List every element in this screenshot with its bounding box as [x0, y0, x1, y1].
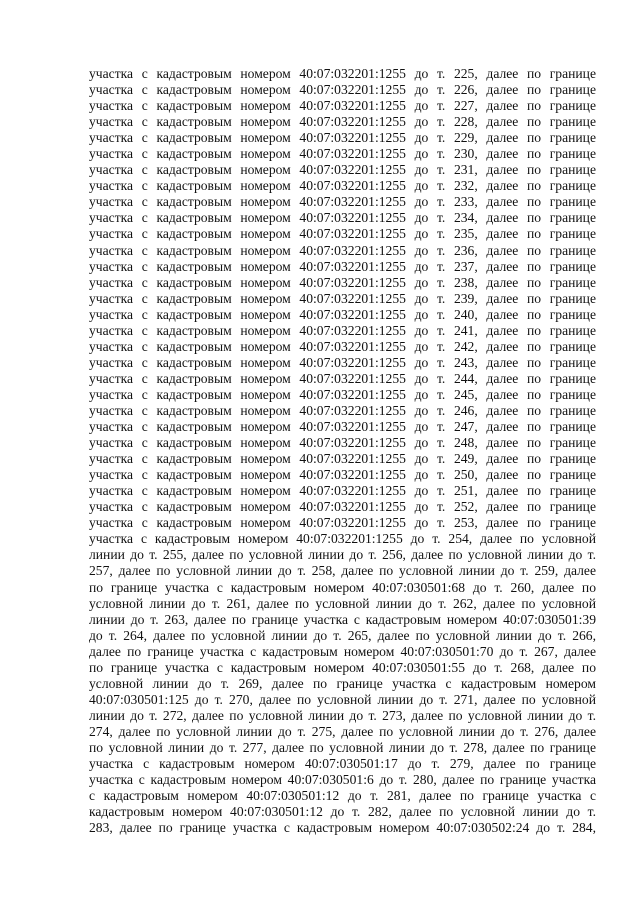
text-line: участка с кадастровым номером 40:07:030501:6 до т. 280, далее по границе участка: [89, 772, 596, 788]
text-line: участка с кадастровым номером 40:07:032201:1255 до т. 239, далее по границе: [89, 290, 596, 306]
text-line: с кадастровым номером 40:07:030501:12 до т. 281, далее по границе участка с: [89, 788, 596, 804]
text-line: участка с кадастровым номером 40:07:032201:1255 до т. 241, далее по границе: [89, 322, 596, 338]
text-line: участка с кадастровым номером 40:07:032201:1255 до т. 225, далее по границе: [89, 66, 596, 81]
text-line: участка с кадастровым номером 40:07:032201:1255 до т. 252, далее по границе: [89, 499, 596, 515]
text-line: участка с кадастровым номером 40:07:032201:1255 до т. 234, далее по границе: [89, 210, 596, 226]
text-line: участка с кадастровым номером 40:07:030501:17 до т. 279, далее по границе: [89, 756, 596, 772]
text-line: участка с кадастровым номером 40:07:032201:1255 до т. 254, далее по условной: [89, 531, 596, 547]
text-line: линии до т. 263, далее по границе участка с кадастровым номером 40:07:030501:39: [89, 611, 596, 627]
text-line: участка с кадастровым номером 40:07:032201:1255 до т. 233, далее по границе: [89, 194, 596, 210]
text-line: 283, далее по границе участка с кадастровым номером 40:07:030502:24 до т. 284,: [89, 820, 596, 836]
text-line: участка с кадастровым номером 40:07:032201:1255 до т. 246, далее по границе: [89, 402, 596, 418]
text-line: до т. 264, далее по условной линии до т. 265, далее по условной линии до т. 266,: [89, 627, 596, 643]
text-line: по границе участка с кадастровым номером 40:07:030501:68 до т. 260, далее по: [89, 579, 596, 595]
text-line: участка с кадастровым номером 40:07:032201:1255 до т. 253, далее по границе: [89, 515, 596, 531]
text-line: участка с кадастровым номером 40:07:032201:1255 до т. 236, далее по границе: [89, 242, 596, 258]
text-line: участка с кадастровым номером 40:07:032201:1255 до т. 226, далее по границе: [89, 82, 596, 98]
text-line: участка с кадастровым номером 40:07:032201:1255 до т. 243, далее по границе: [89, 354, 596, 370]
text-line: участка с кадастровым номером 40:07:032201:1255 до т. 249, далее по границе: [89, 451, 596, 467]
text-line: линии до т. 272, далее по условной линии до т. 273, далее по условной линии до т.: [89, 707, 596, 723]
text-line: по границе участка с кадастровым номером 40:07:030501:55 до т. 268, далее по: [89, 659, 596, 675]
text-line: участка с кадастровым номером 40:07:032201:1255 до т. 242, далее по границе: [89, 338, 596, 354]
text-line: условной линии до т. 269, далее по границе участка с кадастровым номером: [89, 675, 596, 691]
text-line: участка с кадастровым номером 40:07:032201:1255 до т. 228, далее по границе: [89, 114, 596, 130]
text-line: участка с кадастровым номером 40:07:032201:1255 до т. 232, далее по границе: [89, 178, 596, 194]
text-line: участка с кадастровым номером 40:07:032201:1255 до т. 231, далее по границе: [89, 162, 596, 178]
text-line: участка с кадастровым номером 40:07:032201:1255 до т. 251, далее по границе: [89, 483, 596, 499]
text-line: участка с кадастровым номером 40:07:032201:1255 до т. 240, далее по границе: [89, 306, 596, 322]
text-line: линии до т. 255, далее по условной линии до т. 256, далее по условной линии до т.: [89, 547, 596, 563]
text-line: участка с кадастровым номером 40:07:032201:1255 до т. 244, далее по границе: [89, 370, 596, 386]
text-line: участка с кадастровым номером 40:07:032201:1255 до т. 229, далее по границе: [89, 130, 596, 146]
text-line: 40:07:030501:125 до т. 270, далее по условной линии до т. 271, далее по условной: [89, 691, 596, 707]
text-line: участка с кадастровым номером 40:07:032201:1255 до т. 245, далее по границе: [89, 386, 596, 402]
document-body-text: [89, 66, 596, 836]
text-line: условной линии до т. 261, далее по условной линии до т. 262, далее по условной: [89, 595, 596, 611]
text-line: участка с кадастровым номером 40:07:032201:1255 до т. 227, далее по границе: [89, 98, 596, 114]
text-line: участка с кадастровым номером 40:07:032201:1255 до т. 238, далее по границе: [89, 274, 596, 290]
text-line: участка с кадастровым номером 40:07:032201:1255 до т. 230, далее по границе: [89, 146, 596, 162]
text-line: участка с кадастровым номером 40:07:032201:1255 до т. 235, далее по границе: [89, 226, 596, 242]
text-line: далее по границе участка с кадастровым номером 40:07:030501:70 до т. 267, далее: [89, 643, 596, 659]
text-line: участка с кадастровым номером 40:07:032201:1255 до т. 248, далее по границе: [89, 435, 596, 451]
text-line: участка с кадастровым номером 40:07:032201:1255 до т. 247, далее по границе: [89, 419, 596, 435]
text-line: участка с кадастровым номером 40:07:032201:1255 до т. 237, далее по границе: [89, 258, 596, 274]
text-line: 274, далее по условной линии до т. 275, далее по условной линии до т. 276, далее: [89, 723, 596, 739]
text-line: кадастровым номером 40:07:030501:12 до т. 282, далее по условной линии до т.: [89, 804, 596, 820]
text-line: 257, далее по условной линии до т. 258, далее по условной линии до т. 259, далее: [89, 563, 596, 579]
text-line: по условной линии до т. 277, далее по условной линии до т. 278, далее по границе: [89, 739, 596, 755]
text-line: участка с кадастровым номером 40:07:032201:1255 до т. 250, далее по границе: [89, 467, 596, 483]
